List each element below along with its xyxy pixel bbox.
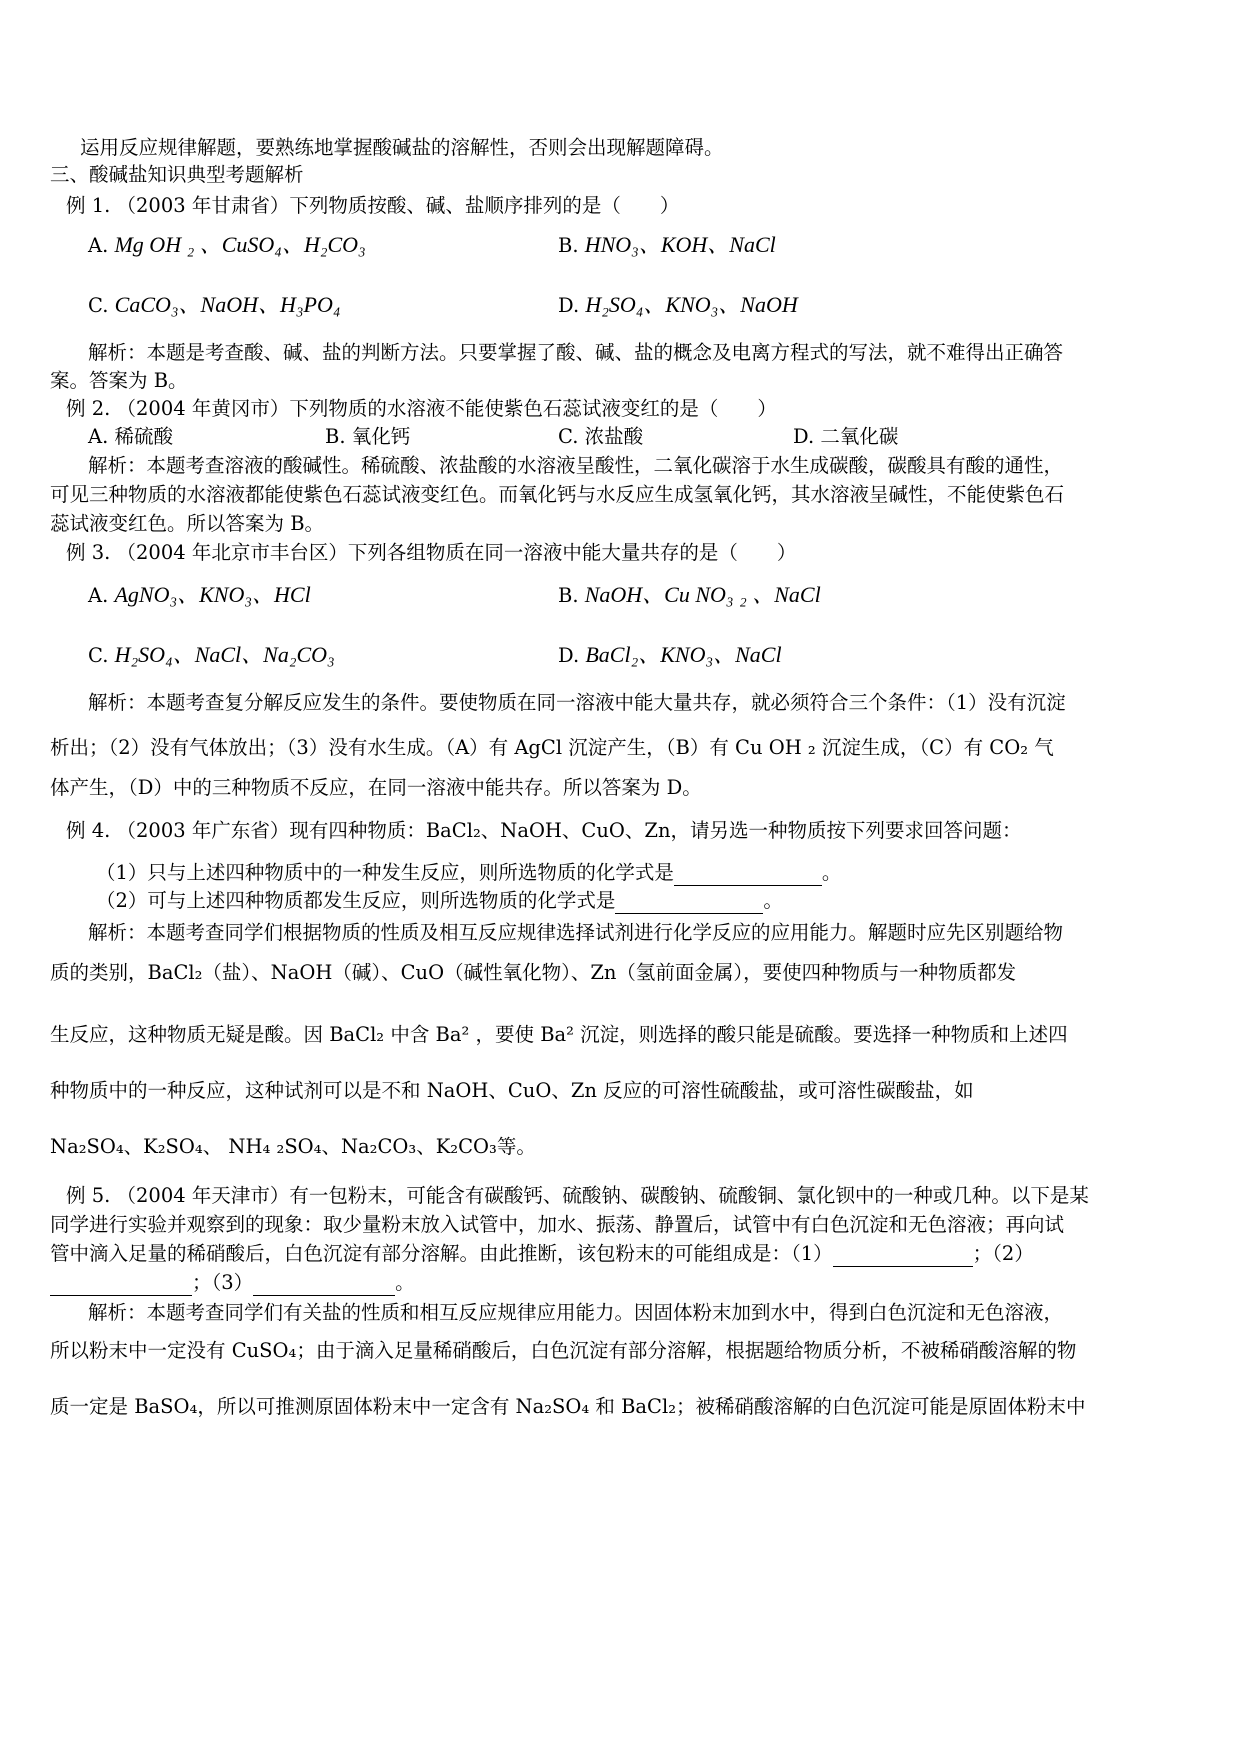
example-5-analysis-3: 质一定是 BaSO₄，所以可推测原固体粉末中一定含有 Na₂SO₄ 和 BaCl₂；被稀硝酸溶解的白色沉淀可能是原固体粉末中 [50,1395,1086,1418]
section-heading: 三、酸碱盐知识典型考题解析 [50,163,304,186]
example-1-question: 例 1. （2003 年甘肃省）下列物质按酸、碱、盐顺序排列的是（ ） [66,194,680,217]
example-4-sub-1: （1）只与上述四种物质中的一种发生反应，则所选物质的化学式是 。 [96,861,842,884]
example-3-analysis-end: 体产生，（D）中的三种物质不反应，在同一溶液中能共存。所以答案为 D。 [50,776,702,799]
example-4-analysis-3: 生反应，这种物质无疑是酸。因 BaCl₂ 中含 Ba² ，要使 Ba² 沉淀，则选择的酸只能是硫酸。要选择一种物质和上述四 [50,1023,1068,1046]
example-2-analysis: 解析：本题考查溶液的酸碱性。稀硫酸、浓盐酸的水溶液呈酸性，二氧化碳溶于水生成碳酸，碳酸具有酸的通性， [88,454,1064,477]
answer-blank-4-1[interactable] [674,865,822,886]
example-1-option-b: B. HNO₃、KOH、NaCl [558,232,776,257]
example-5-question: 例 5. （2004 年天津市）有一包粉末，可能含有碳酸钙、硫酸钠、碳酸钠、硫酸铜、氯化钡中的一种或几种。以下是某 [66,1184,1089,1207]
example-4-sub-2: （2）可与上述四种物质都发生反应，则所选物质的化学式是 。 [96,889,783,912]
example-3-option-c: C. H₂SO₄、NaCl、Na₂CO₃ [88,642,335,667]
example-4-question: 例 4. （2003 年广东省）现有四种物质：BaCl₂、NaOH、CuO、Zn，请另选一种物质按下列要求回答问题： [66,819,1022,842]
intro-line: 运用反应规律解题，要熟练地掌握酸碱盐的溶解性，否则会出现解题障碍。 [80,136,724,159]
example-3-analysis: 解析：本题考查复分解反应发生的条件。要使物质在同一溶液中能大量共存，就必须符合三个条件：（1）没有沉淀 [88,691,1066,714]
answer-blank-5-3[interactable] [253,1275,395,1296]
example-3-option-b: B. NaOH、Cu NO₃ ₂ 、NaCl [558,582,821,607]
example-5-question-4: ；（3） 。 [50,1270,415,1296]
example-3-analysis-cont: 析出；（2）没有气体放出；（3）没有水生成。（A）有 AgCl 沉淀产生，（B）有 Cu OH ₂ 沉淀生成，（C）有 CO₂ 气 [50,736,1054,759]
example-2-option-b: B. 氧化钙 [325,425,411,448]
example-1-option-a: A. Mg OH ₂ 、CuSO₄、H₂CO₃ [88,232,366,257]
example-2-option-c: C. 浓盐酸 [558,425,644,448]
example-2-analysis-cont: 可见三种物质的水溶液都能使紫色石蕊试液变红色。而氧化钙与水反应生成氢氧化钙，其水溶液呈碱性，不能使紫色石 [50,483,1065,506]
example-2-analysis-end: 蕊试液变红色。所以答案为 B。 [50,512,325,535]
example-4-analysis-4: 种物质中的一种反应，这种试剂可以是不和 NaOH、CuO、Zn 反应的可溶性硫酸盐，或可溶性碳酸盐，如 [50,1079,974,1102]
example-2-option-a: A. 稀硫酸 [88,425,173,448]
example-3-question: 例 3. （2004 年北京市丰台区）下列各组物质在同一溶液中能大量共存的是（ ） [66,541,797,564]
answer-blank-4-2[interactable] [615,893,763,914]
example-5-analysis-2: 所以粉末中一定没有 CuSO₄；由于滴入足量稀硝酸后，白色沉淀有部分溶解，根据题给物质分析，不被稀硝酸溶解的物 [50,1339,1077,1362]
example-1-analysis: 解析：本题是考查酸、碱、盐的判断方法。只要掌握了酸、碱、盐的概念及电离方程式的写法，就不难得出正确答 [88,341,1064,364]
answer-blank-5-2[interactable] [50,1275,192,1296]
example-5-analysis: 解析：本题考查同学们有关盐的性质和相互反应规律应用能力。因固体粉末加到水中，得到白色沉淀和无色溶液， [88,1301,1064,1324]
example-1-option-c: C. CaCO₃、NaOH、H₃PO₄ [88,292,341,317]
example-3-option-a: A. AgNO₃、KNO₃、HCl [88,582,311,607]
example-5-question-2: 同学进行实验并观察到的现象：取少量粉末放入试管中，加水、振荡、静置后，试管中有白色沉淀和无色溶液；再向试 [50,1213,1065,1236]
example-2-option-d: D. 二氧化碳 [793,425,899,448]
example-1-option-d: D. H₂SO₄、KNO₃、NaOH [558,292,798,317]
example-4-analysis-5: Na₂SO₄、K₂SO₄、 NH₄ ₂SO₄、Na₂CO₃、K₂CO₃等。 [50,1135,536,1158]
example-1-analysis-cont: 案。答案为 B。 [50,369,188,392]
example-2-question: 例 2. （2004 年黄冈市）下列物质的水溶液不能使紫色石蕊试液变红的是（ ） [66,397,777,420]
example-4-analysis: 解析：本题考查同学们根据物质的性质及相互反应规律选择试剂进行化学反应的应用能力。解题时应先区别题给物 [88,921,1064,944]
example-5-question-3: 管中滴入足量的稀硝酸后，白色沉淀有部分溶解。由此推断，该包粉末的可能组成是：（1） ；（2） [50,1242,1034,1265]
example-4-analysis-2: 质的类别，BaCl₂（盐）、NaOH（碱）、CuO（碱性氧化物）、Zn（氢前面金属），要使四种物质与一种物质都发 [50,961,1017,984]
example-3-option-d: D. BaCl₂、KNO₃、NaCl [558,642,782,667]
answer-blank-5-1[interactable] [833,1246,973,1267]
